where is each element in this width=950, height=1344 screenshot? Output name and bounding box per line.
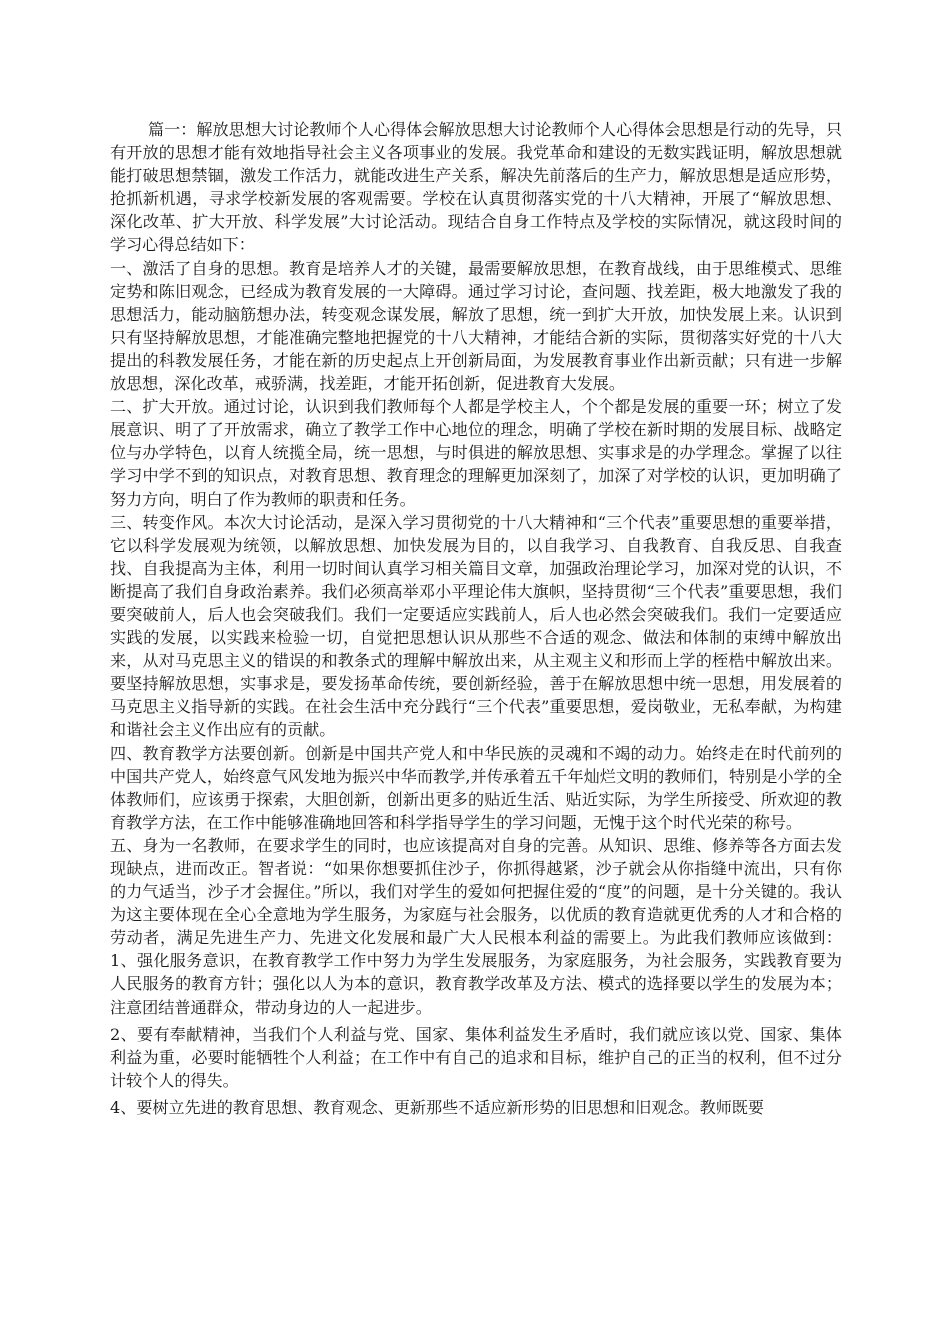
paragraph-section-4: 四、教育教学方法要创新。创新是中国共产党人和中华民族的灵魂和不竭的动力。始终走在时代前列的中国共产党人，始终意气风发地为振兴中华而教学,并传承着五千年灿烂文明的教师们，特别是小学的全体教师们，应该勇于探索，大胆创新，创新出更多的贴近生活、贴近实际，为学生所接受、所欢迎的教育教学方法，在工作中能够准确地回答和科学指导学生的学习问题，无愧于这个时代光荣的称号。: [110, 743, 842, 832]
document-body: [110, 118, 842, 1119]
paragraph-section-3: 三、转变作风。本次大讨论活动，是深入学习贯彻党的十八大精神和“三个代表”重要思想的重要举措，它以科学发展观为统领，以解放思想、加快发展为目的，以自我学习、自我教育、自我反思、自我查找、自我提高为主体，利用一切时间认真学习相关篇目文章，加强政治理论学习，加深对党的认识，不断提高了我们自身政治素养。我们必须高举邓小平理论伟大旗帜，坚持贯彻“三个代表”重要思想，我们要突破前人，后人也会突破我们。我们一定要适应实践前人，后人也必然会突破我们。我们一定要适应实践的发展，以实践来检验一切，自觉把思想认识从那些不合适的观念、做法和体制的束缚中解放出来，从对马克思主义的错误的和教条式的理解中解放出来，从主观主义和形而上学的桎梏中解放出来。要坚持解放思想，实事求是，要发扬革命传统，要创新经验，善于在解放思想中统一思想，用发展着的马克思主义指导新的实践。在社会生活中充分践行“三个代表”重要思想，爱岗敬业，无私奉献，为构建和谐社会主义作出应有的贡献。: [110, 512, 842, 740]
paragraph-point-2: 2、要有奉献精神，当我们个人利益与党、国家、集体利益发生矛盾时，我们就应该以党、国家、集体利益为重，必要时能牺牲个人利益；在工作中有自己的追求和目标，维护自己的正当的权利，但不过分计较个人的得失。: [110, 1024, 842, 1090]
paragraph-section-5: 五、身为一名教师，在要求学生的同时，也应该提高对自身的完善。从知识、思维、修养等各方面去发现缺点，进而改正。智者说：“如果你想要抓住沙子，你抓得越紧，沙子就会从你指缝中流出，只有你的力气适当，沙子才会握住。”所以，我们对学生的爱如何把握住爱的“度”的问题，是十分关键的。我认为这主要体现在全心全意地为学生服务，为家庭与社会服务，以优质的教育造就更优秀的人才和合格的劳动者，满足先进生产力、先进文化发展和最广大人民根本利益的需要上。为此我们教师应该做到：1、强化服务意识，在教育教学工作中努力为学生发展服务，为家庭服务，为社会服务，实践教育要为人民服务的教育方针；强化以人为本的意识，教育教学改革及方法、模式的选择要以学生的发展为本；注意团结普通群众，带动身边的人一起进步。: [110, 835, 842, 1017]
paragraph-section-1: 一、激活了自身的思想。教育是培养人才的关键，最需要解放思想，在教育战线，由于思维模式、思维定势和陈旧观念，已经成为教育发展的一大障碍。通过学习讨论，查问题、找差距，极大地激发了我的思想活力，能动脑筋想办法，转变观念谋发展，解放了思想，统一到扩大开放，加快发展上来。认识到只有坚持解放思想，才能准确完整地把握党的十八大精神，才能结合新的实际，贯彻落实好党的十八大提出的科教发展任务，才能在新的历史起点上开创新局面，为发展教育事业作出新贡献；只有进一步解放思想，深化改革，戒骄满，找差距，才能开拓创新，促进教育大发展。: [110, 258, 842, 394]
paragraph-section-2: 二、扩大开放。通过讨论，认识到我们教师每个人都是学校主人，个个都是发展的重要一环；树立了发展意识、明了了开放需求，确立了教学工作中心地位的理念，明确了学校在新时期的发展目标、战略定位与办学特色，以育人统揽全局，统一思想，与时俱进的解放思想、实事求是的办学理念。掌握了以往学习中学不到的知识点，对教育思想、教育理念的理解更加深刻了，加深了对学校的认识，更加明确了努力方向，明白了作为教师的职责和任务。: [110, 397, 842, 509]
paragraph-point-4: 4、要树立先进的教育思想、教育观念、更新那些不适应新形势的旧思想和旧观念。教师既要: [110, 1097, 764, 1117]
paragraph-intro: 篇一：解放思想大讨论教师个人心得体会解放思想大讨论教师个人心得体会思想是行动的先导，只有开放的思想才能有效地指导社会主义各项事业的发展。我党革命和建设的无数实践证明，解放思想就能打破思想禁锢，激发工作活力，就能改进生产关系，解决先前落后的生产力，解放思想是适应形势，抢抓新机遇，寻求学校新发展的客观需要。学校在认真贯彻落实党的十八大精神，开展了“解放思想、深化改革、扩大开放、科学发展”大讨论活动。现结合自身工作特点及学校的实际情况，就这段时间的学习心得总结如下：: [110, 120, 842, 255]
